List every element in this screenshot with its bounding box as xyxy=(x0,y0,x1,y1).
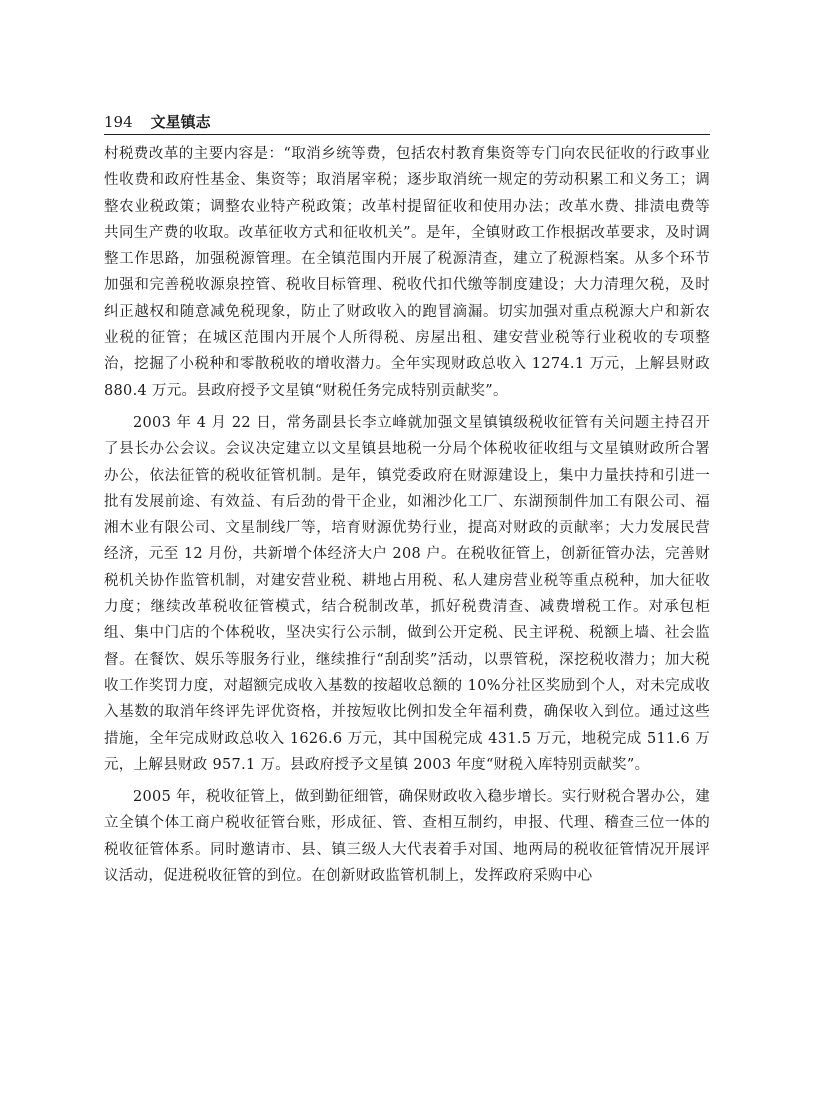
page-header xyxy=(104,112,710,135)
page-number: 194 xyxy=(104,113,133,131)
paragraph-2005: 2005 年，税收征管上，做到勤征细管，确保财政收入稳步增长。实行财税合署办公，建立全镇个体工商户税收征管台账，形成征、管、查相互制约，申报、代理、稽查三位一体的税收征管体系。同时邀请市、县、镇三级人大代表着手对国、地两局的税收征管情况开展评议活动，促进税收征管的到位。在创新财政监管机制上，发挥政府采购中心 xyxy=(104,789,710,885)
paragraph-continuation: 村税费改革的主要内容是：“取消乡统等费，包括农村教育集资等专门向农民征收的行政事业性收费和政府性基金、集资等；取消屠宰税；逐步取消统一规定的劳动积累工和义务工；调整农业税政策；调整农业特产税政策；改革村提留征收和使用办法；改革水费、排渍电费等共同生产费的收取。改革征收方式和征收机关”。是年，全镇财政工作根据改革要求，及时调整工作思路，加强税源管理。在全镇范围内开展了税源清查，建立了税源档案。从多个环节加强和完善税收源泉控管、税收目标管理、税收代扣代缴等制度建设；大力清理欠税，及时纠正越权和随意减免税现象，防止了财政收入的跑冒滴漏。切实加强对重点税源大户和新农业税的征管；在城区范围内开展个人所得税、房屋出租、建安营业税等行业税收的专项整治，挖掘了小税种和零散税收的增收潜力。全年实现财政总收入 1274.1 万元，上解县财政 880.4 万元。县政府授予文星镇“财税任务完成特别贡献奖”。 xyxy=(104,146,710,399)
paragraph-2003: 2003 年 4 月 22 日，常务副县长李立峰就加强文星镇镇级税收征管有关问题主持召开了县长办公会议。会议决定建立以文星镇县地税一分局个体税收征收组与文星镇财政所合署办公，依法征管的税收征管机制。是年，镇党委政府在财源建设上，集中力量扶持和引进一批有发展前途、有效益、有后劲的骨干企业，如湘沙化工厂、东湖预制件加工有限公司、福湘木业有限公司、文星制线厂等，培育财源优势行业，提高对财政的贡献率；大力发展民营经济，元至 12 月份，共新增个体经济大户 208 户。在税收征管上，创新征管办法，完善财税机关协作监管机制，对建安营业税、耕地占用税、私人建房营业税等重点税种，加大征收力度；继续改革税收征管模式，结合税制改革，抓好税费清查、减费增税工作。对承包柜组、集中门店的个体税收，坚决实行公示制，做到公开定税、民主评税、税额上墙、社会监督。在餐饮、娱乐等服务行业，继续推行“刮刮奖”活动，以票管税，深挖税收潜力；加大税收工作奖罚力度，对超额完成收入基数的按超收总额的 10%分社区奖励到个人，对未完成收入基数的取消年终评先评优资格，并按短收比例扣发全年福利费，确保收入到位。通过这些措施，全年完成财政总收入 1626.6 万元，其中国税完成 431.5 万元，地税完成 511.6 万元，上解县财政 957.1 万。县政府授予文星镇 2003 年度“财税入库特别贡献奖”。 xyxy=(104,414,710,773)
book-title: 文星镇志 xyxy=(150,113,211,131)
page-body xyxy=(104,141,710,889)
